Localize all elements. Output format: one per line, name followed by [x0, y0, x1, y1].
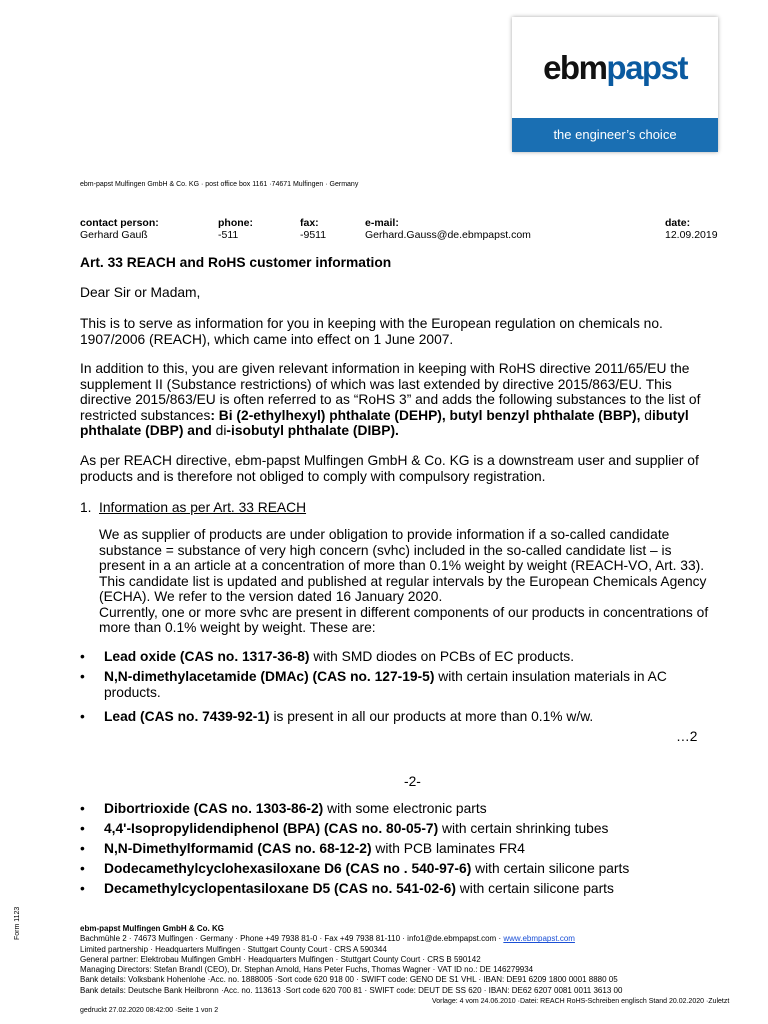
- section-heading: Information as per Art. 33 REACH: [99, 500, 307, 515]
- section-body-line: more than 0.1% weight by weight. These are:: [99, 620, 376, 635]
- page-marker: -2-: [404, 774, 421, 789]
- date-label: date:: [665, 217, 691, 229]
- list-item: • Dodecamethylcyclohexasiloxane D6 (CAS no . 540-97-6) with certain silicone parts: [80, 861, 630, 876]
- salutation: Dear Sir or Madam,: [80, 285, 201, 300]
- logo-wordmark: ebmpapst: [543, 49, 687, 86]
- section-number: 1.: [80, 500, 92, 515]
- list-item: • N,N-Dimethylformamid (CAS no. 68-12-2) with PCB laminates FR4: [80, 841, 525, 856]
- paragraph-rohs: In addition to this, you are given relevant information in keeping with RoHS directive 2011/65/EU the supplement II (Substance restrictions) of which was last extended by directive 2015/863/EU. This directive 2015/863/EU is often referred to as “RoHS 3” and adds the following substances to the list of restricted substances: Bi (2-ethylhexyl) phthalate (DEHP), butyl benzyl phthalate (BBP), dibutyl phthalate (DBP) and di-isobutyl phthalate (DIBP).: [80, 361, 701, 438]
- fax-label: fax:: [300, 217, 319, 229]
- section-body-line: (ECHA). We refer to the version dated 16 January 2020.: [99, 589, 443, 604]
- print-info: gedruckt 27.02.2020 08:42:00 ·Seite 1 von 2: [80, 1007, 219, 1014]
- footer-company: ebm-papst Mulfingen GmbH & Co. KG: [80, 924, 224, 933]
- email-value[interactable]: Gerhard.Gauss@de.ebmpapst.com: [365, 229, 531, 241]
- paragraph-downstream-user: As per REACH directive, ebm-papst Mulfingen GmbH & Co. KG is a downstream user and supplier of products and is therefore not obliged to comply with compulsory registration.: [80, 453, 699, 484]
- list-item: • Decamethylcyclopentasiloxane D5 (CAS no. 541-02-6) with certain silicone parts: [80, 881, 614, 896]
- section-body-line: present in a an article at a concentration of more than 0.1% weight by weight (REACH-VO, Art. 33).: [99, 558, 705, 573]
- email-label: e-mail:: [365, 217, 399, 229]
- footer-block: ebm-papst Mulfingen GmbH & Co. KG Bachmühle 2 · 74673 Mulfingen · Germany · Phone +49 7938 81-0 · Fax +49 7938 81-110 · info1@de.ebmpapst.com · www.ebmpapst.com Limited partnership · Headquarters Mulfingen · Stuttgart County Court · CRS A 590344 General partner: Elektrobau Mulfingen GmbH · Headquarters Mulfingen · Stuttgart County Court · CRS B 590142 Managing Directors: Stefan Brandl (CEO), Dr. Stephan Arnold, Hans Peter Fuchs, Thomas Wagner · VAT ID no.: DE 146279934 Bank details: Volksbank Hohenlohe ·Acc. no. 1888005 ·Sort code 620 918 00 · SWIFT code: GENO DE S1 VHL · IBAN: DE91 6209 1800 0001 8880 05 Bank details: Deutsche Bank Heilbronn ·Acc. no. 113613 ·Sort code 620 700 81 · SWIFT code: DEUT DE SS 620 · IBAN: DE62 6207 0081 0011 3613 00: [80, 924, 623, 995]
- fax-value: -9511: [300, 229, 327, 241]
- document-title: Art. 33 REACH and RoHS customer information: [80, 255, 392, 270]
- form-number-label: Form 1123: [14, 906, 21, 940]
- section-body-line: We as supplier of products are under obligation to provide information if a so-called candidate: [99, 527, 670, 542]
- template-note: Vorlage: 4 vom 24.06.2010 ·Datei: REACH RoHS-Schreiben englisch Stand 20.02.2020 ·Zuletzt: [432, 998, 730, 1005]
- phone-label: phone:: [218, 217, 253, 229]
- continuation-marker: …2: [676, 729, 698, 744]
- contact-person-label: contact person:: [80, 217, 159, 229]
- phone-value: -511: [218, 229, 239, 241]
- sender-address-line: ebm-papst Mulfingen GmbH & Co. KG · post office box 1161 ·74671 Mulfingen · Germany: [80, 181, 359, 188]
- contact-person-value: Gerhard Gauß: [80, 229, 148, 241]
- list-item: • N,N-dimethylacetamide (DMAc) (CAS no. 127-19-5) with certain insulation materials in AC products.: [80, 669, 667, 700]
- section-body-line: This candidate list is updated and published at regular intervals by the European Chemicals Agency: [99, 573, 707, 589]
- list-item: • Lead oxide (CAS no. 1317-36-8) with SMD diodes on PCBs of EC products.: [80, 649, 575, 664]
- section-body-line: Currently, one or more svhc are present in different components of our products in concentrations of: [99, 604, 709, 620]
- section-body: [99, 527, 708, 636]
- date-value: 12.09.2019: [665, 229, 718, 241]
- logo-tagline: the engineer’s choice: [512, 118, 718, 152]
- website-link[interactable]: www.ebmpapst.com: [503, 934, 575, 944]
- list-item: • Lead (CAS no. 7439-92-1) is present in all our products at more than 0.1% w/w.: [80, 709, 594, 724]
- list-item: • Dibortrioxide (CAS no. 1303-86-2) with some electronic parts: [80, 801, 487, 816]
- section-body-line: substance = substance of very high concern (svhc) included in the so-called candidate list – is: [99, 542, 672, 558]
- company-logo: [512, 17, 718, 152]
- list-item: • 4,4'-Isopropylidendiphenol (BPA) (CAS no. 80-05-7) with certain shrinking tubes: [80, 821, 609, 836]
- paragraph-reach-intro: This is to serve as information for you in keeping with the European regulation on chemicals no. 1907/2006 (REACH), which came into effect on 1 June 2007.: [80, 316, 663, 347]
